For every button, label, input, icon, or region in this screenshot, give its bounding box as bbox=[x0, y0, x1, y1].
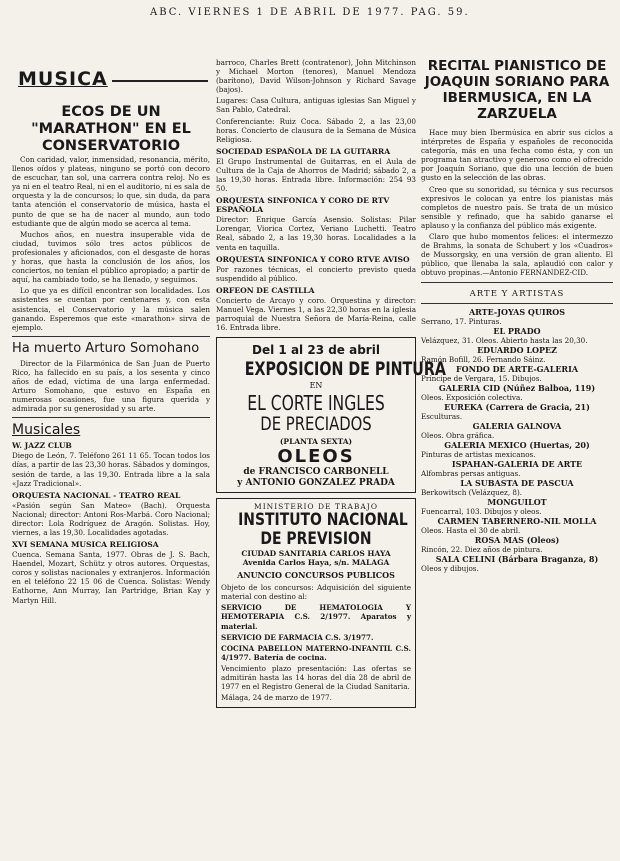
gallery-listing bbox=[421, 517, 613, 535]
gallery-name: MONGUILOT bbox=[487, 496, 547, 507]
gallery-info: Velázquez, 31. Oleos. Abierto hasta las 20,30. bbox=[421, 335, 588, 345]
column-1 bbox=[12, 70, 210, 860]
gallery-listing bbox=[421, 422, 613, 440]
article-paragraph: Con caridad, valor, inmensidad, resonancia, mérito, llenos oídos y plateas, ninguno se portó con decoro de escuchar, tan sol, una carrera contra reloj. No es ya ni en el teatro Real, ni en el auditorio, ni es sala de orquesta y la de concursos; lo que, sin duda, da para tanta atención el conservatorio de música, hasta el punto de que se ha de nacer al mundo, aun todo estudiante que de algún modo se acerca al tema. bbox=[12, 155, 210, 228]
ad2-title: DE PREVISION bbox=[260, 529, 372, 550]
ad-store: EL CORTE INGLES bbox=[247, 391, 385, 416]
gallery-info: Oleos. Exposición colectiva. bbox=[421, 392, 523, 402]
gallery-listing bbox=[421, 327, 613, 345]
gallery-name: ARTE-JOYAS QUIROS bbox=[468, 306, 566, 317]
gallery-info: Esculturas. bbox=[421, 411, 463, 421]
gallery-name: FONDO DE ARTE-GALERIA bbox=[455, 363, 579, 374]
ad-store-branch: DE PRECIADOS bbox=[260, 413, 372, 436]
section-label: MUSICA bbox=[18, 68, 112, 90]
article-title-somohano: Ha muerto Arturo Somohano bbox=[12, 340, 200, 356]
prevision-ad bbox=[216, 498, 416, 708]
gallery-info: Rincón, 22. Diez años de pintura. bbox=[421, 544, 543, 554]
divider bbox=[12, 336, 210, 337]
gallery-name: LA SUBASTA DE PASCUA bbox=[460, 477, 574, 488]
article-paragraph: Creo que su sonoridad, su técnica y sus recursos expresivos le colocan ya entre los pianistas más completos de nuestro país. Se trata de un músico sensible y refinado, que ha sabido ganarse el aplauso y la confianza del público más exigente. bbox=[421, 184, 613, 230]
ad-oleos: OLEOS bbox=[277, 446, 355, 468]
gallery-listing bbox=[421, 460, 613, 478]
ad2-item: SERVICIO DE HEMATOLOGIA Y HEMOTERAPIA C.S. 2/1977. Aparatos y material. bbox=[221, 603, 411, 631]
listing-text: Director: Enrique García Asensio. Solistas: Pilar Lorengar, Viorica Cortez, Veriano Luchetti. Teatro Real, sábado 2, a las 19,30 horas. Localidades a la venta en taquilla. bbox=[216, 215, 416, 252]
article-title-recital: RECITAL PIANISTICO DE JOAQUIN SORIANO PARA IBERMUSICA, EN LA ZARZUELA bbox=[424, 58, 610, 122]
gallery-name: ISPAHAN-GALERIA DE ARTE bbox=[451, 458, 583, 469]
gallery-name: GALERIA MEXICO (Huertas, 20) bbox=[444, 439, 590, 450]
gallery-name: GALERIA GALNOVA bbox=[472, 420, 562, 431]
gallery-info: Oleos. Obra gráfica. bbox=[421, 430, 495, 440]
listing-heading: ORFEON DE CASTILLA bbox=[216, 285, 315, 295]
listing-text: barroco, Charles Brett (contratenor), John Mitchinson y Michael Morton (tenores), Manuel Mendoza (barítono), David Wilson-Johnson y Richard Savage (bajos). bbox=[216, 58, 416, 95]
ad2-title: INSTITUTO NACIONAL bbox=[238, 510, 408, 531]
listing-text: Conferenciante: Ruiz Coca. Sábado 2, a las 23,00 horas. Concierto de clausura de la Semana de Música Religiosa. bbox=[216, 116, 416, 144]
ad-artist: y ANTONIO GONZALEZ PRADA bbox=[237, 478, 395, 489]
article-title-marathon: ECOS DE UN "MARATHON" EN EL CONSERVATORIO bbox=[31, 104, 191, 154]
ad-en: EN bbox=[309, 381, 323, 391]
listing-text: «Pasión según San Mateo» (Bach). Orquesta Nacional; director: Antoni Ros-Marbá. Coro Nacional; director: Lola Rodríguez de Aragón. Solistas. Hoy, viernes, a las 19,30. Localidades agotadas. bbox=[12, 500, 210, 537]
page-header: ABC. VIERNES 1 DE ABRIL DE 1977. PAG. 59. bbox=[150, 7, 470, 18]
ad2-ministry: MINISTERIO DE TRABAJO bbox=[254, 502, 378, 512]
listing-heading: ORQUESTA SINFONICA Y CORO DE RTV ESPAÑOLA bbox=[216, 196, 390, 215]
gallery-listing bbox=[421, 555, 613, 573]
gallery-info: Oleos y dibujos. bbox=[421, 563, 479, 573]
article-paragraph: Claro que hubo momentos felices: el intermezzo de Brahms, la sonata de Schubert y los «Cuadros» de Mussorgsky, en una versión de gran aliento. El público, que llenaba la sala, aplaudió con calor y obtuvo propinas.—Antonio FERNANDEZ-CID. bbox=[421, 232, 613, 278]
article-paragraph: Hace muy bien Ibermúsica en abrir sus ciclos a intérpretes de España y españoles de reconocida categoría, más en una fecha como ésta, y con un programa tan atractivo y generoso como el ofrecido por Joaquín Soriano, que dio una lección de buen gusto en la selección de las obras. bbox=[421, 128, 613, 183]
ad2-item: COCINA PABELLON MATERNO-INFANTIL C.S. 4/1977. Batería de cocina. bbox=[221, 643, 411, 662]
ad2-hospital: CIUDAD SANITARIA CARLOS HAYA bbox=[241, 549, 391, 559]
listing-text: Concierto de Arcayo y coro. Orquestina y director: Manuel Vega. Viernes 1, a las 22,30 horas en la iglesia parroquial de Nuestra Señora de María-Reina, calle 16. Entrada libre. bbox=[216, 295, 416, 333]
gallery-name: SALA CELINI (Bárbara Braganza, 8) bbox=[435, 553, 599, 564]
gallery-name: EDUARDO LOPEZ bbox=[477, 344, 557, 355]
gallery-listing bbox=[421, 441, 613, 459]
gallery-info: Oleos. Hasta el 30 de abril. bbox=[421, 525, 521, 535]
gallery-info: Ramón Bofill, 26. Fernando Sáinz. bbox=[421, 354, 546, 364]
gallery-info: Pinturas de artistas mexicanos. bbox=[421, 449, 536, 459]
ad-artist: de FRANCISCO CARBONELL bbox=[243, 467, 389, 478]
gallery-info: Príncipe de Vergara, 15. Dibujos. bbox=[421, 373, 542, 383]
listing-heading: ORQUESTA SINFONICA Y CORO RTVE AVISO bbox=[216, 254, 410, 264]
gallery-name: EUREKA (Carrera de Gracia, 21) bbox=[444, 401, 590, 412]
gallery-info: Fuencarral, 103. Dibujos y oleos. bbox=[421, 506, 542, 516]
listing-heading: SOCIEDAD ESPAÑOLA DE LA GUITARRA bbox=[216, 146, 391, 156]
listing-heading: ORQUESTA NACIONAL - TEATRO REAL bbox=[12, 490, 181, 500]
ad-title: EXPOSICION DE PINTURA bbox=[244, 358, 446, 381]
gallery-listing bbox=[421, 498, 613, 516]
ad2-text: Objeto de los concursos: Adquisición del siguiente material con destino al: bbox=[221, 583, 411, 602]
divider bbox=[12, 417, 210, 418]
article-paragraph: Muchos años, en nuestra insuperable vida de ciudad, tuvimos sólo tres actos públicos de profesionales y aficionados, con el desgaste de horas y horas, que hasta la conclusión de los años, los conciertos, no tenían el público apropiado; a partir de aquí, ha cambiado todo, se ha llenado, y seguimos. bbox=[12, 229, 210, 285]
gallery-listing bbox=[421, 403, 613, 421]
gallery-info: Alfombras persas antiguas. bbox=[421, 468, 521, 478]
ad2-announcement: ANUNCIO CONCURSOS PUBLICOS bbox=[237, 570, 395, 581]
musicales-heading: Musicales bbox=[12, 422, 81, 439]
article-paragraph: Director de la Filarmónica de San Juan de Puerto Rico, ha fallecido en su país, a los sesenta y cinco años de edad, víctima de una larga enfermedad. Arturo Somohano, que estuvo en España en numerosas ocasiones, fue una figura querida y admirada por su generosidad y su arte. bbox=[12, 358, 210, 414]
listing-text: Diego de León, 7. Teléfono 261 11 65. Tocan todos los días, a partir de las 23,30 horas. Sábados y domingos, sesión de tarde, a las 19,30. Entrada libre a la sala «Jazz Tradicional». bbox=[12, 451, 210, 488]
ad2-text: Vencimiento plazo presentación: Las ofertas se admitirán hasta las 14 horas del día 28 de abril de 1977 en el Registro General de la Ciudad Sanitaria. bbox=[221, 663, 411, 692]
ad2-item: SERVICIO DE FARMACIA C.S. 3/1977. bbox=[221, 632, 374, 642]
gallery-listing bbox=[421, 365, 613, 383]
gallery-listing bbox=[421, 346, 613, 364]
gallery-listing bbox=[421, 536, 613, 554]
gallery-name: CARMEN TABERNERO-NIL MOLLA bbox=[437, 515, 597, 526]
ad2-date: Málaga, 24 de marzo de 1977. bbox=[221, 693, 332, 703]
listing-text: Lugares: Casa Cultura, antiguas iglesias San Miguel y San Pablo, Catedral. bbox=[216, 96, 416, 115]
gallery-listing bbox=[421, 384, 613, 402]
article-paragraph: Lo que ya es difícil encontrar son localidades. Los asistentes se cuentan por centenares y, con esta asistencia, el Conservatorio y la música salen ganando. Esperemos que este «marathon» sirva de ejemplo. bbox=[12, 286, 210, 332]
gallery-list bbox=[421, 308, 613, 573]
listing-heading: W. JAZZ CLUB bbox=[12, 441, 72, 451]
gallery-listing bbox=[421, 479, 613, 497]
gallery-info: Serrano, 17. Pinturas. bbox=[421, 316, 502, 326]
listing-text: El Grupo Instrumental de Guitarras, en el Aula de Cultura de la Caja de Ahorros de Madrid; sábado 2, a las 19,30 horas. Entrada libre. Información: 254 93 50. bbox=[216, 156, 416, 194]
gallery-info: Berkowitsch (Velázquez, 8). bbox=[421, 487, 523, 497]
divider bbox=[421, 303, 613, 304]
gallery-name: ROSA MAS (Oleos) bbox=[474, 534, 560, 545]
column-3 bbox=[421, 58, 613, 858]
listing-text: Por razones técnicas, el concierto previsto queda suspendido al público. bbox=[216, 264, 416, 283]
divider bbox=[421, 282, 613, 283]
ad-floor: (PLANTA SEXTA) bbox=[279, 437, 353, 447]
gallery-name: EL PRADO bbox=[493, 325, 541, 336]
gallery-name: GALERIA CID (Núñez Balboa, 119) bbox=[438, 382, 596, 393]
arte-artistas-heading: ARTE Y ARTISTAS bbox=[469, 288, 565, 299]
gallery-listing bbox=[421, 308, 613, 326]
listing-heading: XVI SEMANA MUSICA RELIGIOSA bbox=[12, 540, 159, 550]
ad2-address: Avenida Carlos Haya, s/n. MALAGA bbox=[242, 558, 390, 568]
listing-text: Cuenca. Semana Santa, 1977. Obras de J. S. Bach, Haendel, Mozart, Schütz y otros autores. Orquestas, coros y solistas nacionales y extranjeros. Información en el teléfono 22 15 06 de Cuenca. Solistas: Wendy Eathorne, Ann Murray, Ian Partridge, Brian Kay y Martyn Hill. bbox=[12, 550, 210, 605]
ad-dates: Del 1 al 23 de abril bbox=[252, 343, 380, 358]
